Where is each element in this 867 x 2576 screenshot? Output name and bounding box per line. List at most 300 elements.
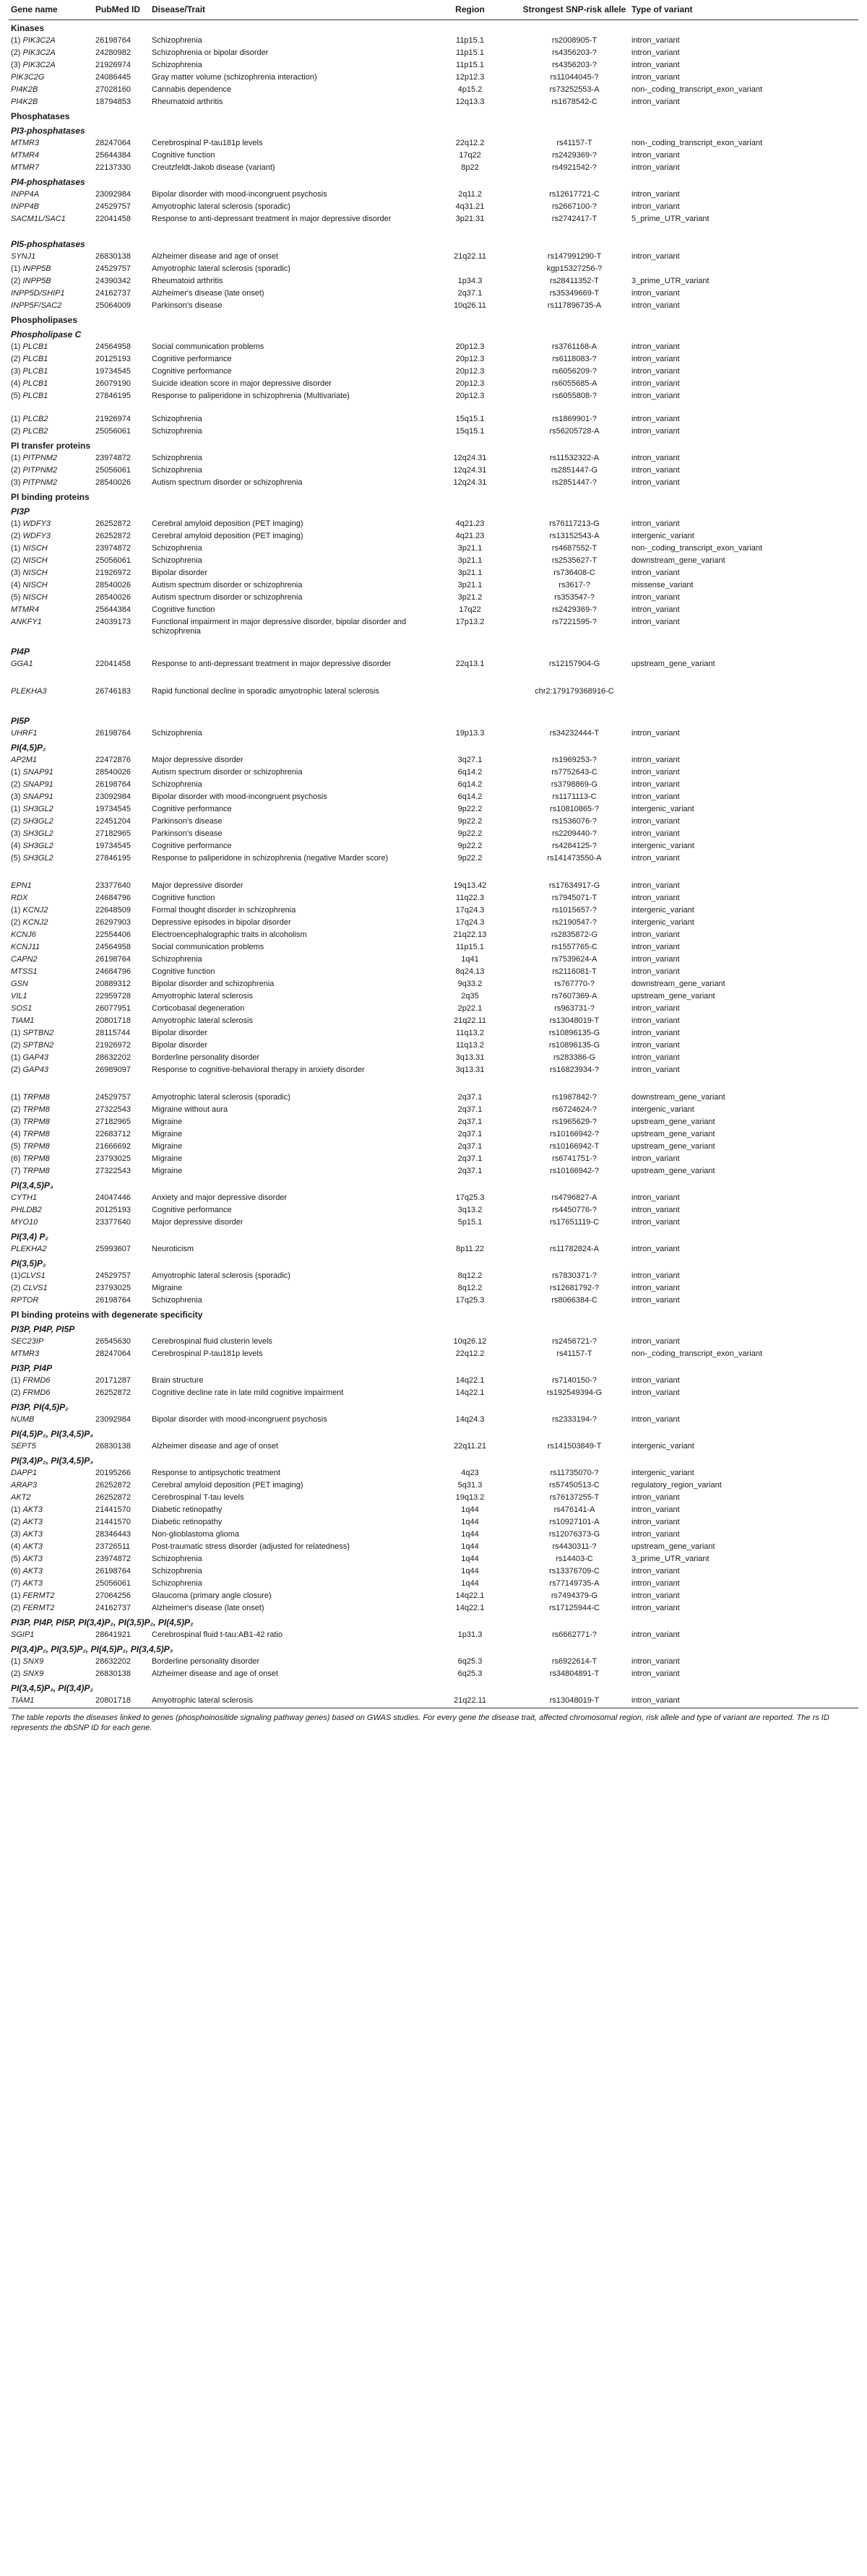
snp-allele-cell: rs2742417-T <box>551 214 598 223</box>
snp-allele-cell: rs3798869-G <box>551 779 598 789</box>
snp-allele-cell: rs4921542-? <box>552 163 597 172</box>
pubmed-id-cell: 26077951 <box>95 1003 131 1013</box>
disease-trait-cell: Rheumatoid arthritis <box>152 276 223 285</box>
table-row <box>9 1003 858 1015</box>
pubmed-id-cell: 28641921 <box>95 1630 131 1639</box>
disease-trait-cell: Schizophrenia <box>152 556 202 565</box>
variant-type-cell: intron_variant <box>631 72 680 82</box>
variant-type-cell: intron_variant <box>631 1003 680 1013</box>
snp-allele-cell: rs6662771-? <box>552 1630 597 1639</box>
table-row <box>9 1015 858 1027</box>
table-row <box>9 917 858 929</box>
pubmed-id-cell: 21666692 <box>95 1141 131 1151</box>
subsection-heading-row <box>9 644 858 658</box>
snp-allele-cell: rs3761168-A <box>551 342 598 351</box>
region-cell: 1q44 <box>461 1517 479 1526</box>
table-row <box>9 779 858 791</box>
gene-name-cell: INPP4A <box>11 189 40 199</box>
table-row <box>9 880 858 892</box>
variant-type-cell: intergenic_variant <box>631 841 694 850</box>
pubmed-id-cell: 20889312 <box>95 979 131 988</box>
variant-type-cell: intron_variant <box>631 48 680 57</box>
region-cell: 12p12.3 <box>455 72 485 82</box>
snp-allele-cell: rs17125944-C <box>549 1603 600 1612</box>
pubmed-id-cell: 28115744 <box>95 1028 131 1037</box>
variant-type-cell: intron_variant <box>631 366 680 376</box>
disease-trait-cell: Gray matter volume (schizophrenia interaction) <box>152 72 317 82</box>
pubmed-id-cell: 23092984 <box>95 1414 131 1424</box>
pubmed-id-cell: 20125193 <box>95 354 131 363</box>
disease-trait-cell: Alzheimer's disease (late onset) <box>152 1603 264 1612</box>
gene-name-cell: MTMR4 <box>11 605 40 614</box>
disease-trait-cell: Autism spectrum disorder or schizophrenia <box>152 592 303 602</box>
variant-type-cell: downstream_gene_variant <box>631 1092 725 1102</box>
region-cell: 11q13.2 <box>456 1028 484 1037</box>
region-cell: 3p21.1 <box>457 543 483 553</box>
region-cell: 10q26.11 <box>453 301 487 310</box>
snp-allele-cell: kgp15327256-? <box>546 264 603 273</box>
region-cell: 6q14.2 <box>457 779 483 789</box>
disease-trait-cell: Cognitive performance <box>152 354 232 363</box>
pubmed-id-cell: 27182965 <box>95 1117 131 1126</box>
region-cell: 3p21.1 <box>457 556 483 565</box>
pubmed-id-cell: 27064256 <box>95 1591 131 1600</box>
region-cell: 19q13.2 <box>455 1492 485 1502</box>
subsection-heading: PI4-phosphatases <box>11 176 85 187</box>
gene-name-cell: SYNJ1 <box>11 251 36 261</box>
region-cell: 17q22 <box>459 150 481 160</box>
table-row <box>9 1192 858 1204</box>
pubmed-id-cell: 22554406 <box>95 930 131 939</box>
disease-trait-cell: Post-traumatic stress disorder (adjusted for relatedness) <box>152 1542 350 1551</box>
section-heading-row <box>9 489 858 503</box>
pubmed-id-cell: 25056061 <box>95 465 131 475</box>
header-pubmed-id: PubMed ID <box>93 0 150 20</box>
pubmed-id-cell: 25056061 <box>95 1578 131 1588</box>
snp-allele-cell: rs7830371-? <box>552 1271 597 1280</box>
gene-name-cell: (3) SH3GL2 <box>11 829 53 838</box>
variant-type-cell: intron_variant <box>631 1492 680 1502</box>
pubmed-id-cell: 22137330 <box>95 163 131 172</box>
variant-type-cell: intergenic_variant <box>631 1105 694 1114</box>
variant-type-cell: intron_variant <box>631 97 680 106</box>
gene-name-cell: (3) SNAP91 <box>11 792 53 801</box>
variant-type-cell: intergenic_variant <box>631 1468 694 1477</box>
disease-trait-cell: Major depressive disorder <box>152 881 243 890</box>
region-cell: 14q22.1 <box>455 1388 485 1397</box>
gene-name-cell: (3) PLCB1 <box>11 366 48 376</box>
disease-trait-cell: Schizophrenia <box>152 1566 202 1576</box>
snp-allele-cell: rs476141-A <box>553 1505 595 1514</box>
table-row <box>9 727 858 740</box>
variant-type-cell: intron_variant <box>631 1244 680 1253</box>
disease-trait-cell: Amyotrophic lateral sclerosis (sporadic) <box>152 264 290 273</box>
snp-allele-cell: rs8066384-C <box>551 1295 598 1305</box>
variant-type-cell: intron_variant <box>631 1630 680 1639</box>
gene-name-cell: (2) TRPM8 <box>11 1105 50 1114</box>
table-row <box>9 1052 858 1064</box>
variant-type-cell: missense_variant <box>631 580 694 589</box>
snp-allele-cell: rs7221595-? <box>552 617 597 626</box>
disease-trait-cell: Schizophrenia <box>152 60 202 69</box>
gene-name-cell: EPN1 <box>11 881 32 890</box>
disease-trait-cell: Cerebrospinal P-tau181p levels <box>152 1349 263 1358</box>
region-cell: 6q14.2 <box>457 792 483 801</box>
variant-type-cell: non-_coding_transcript_exon_variant <box>631 138 763 147</box>
region-cell: 2q37.1 <box>457 1105 483 1114</box>
gene-name-cell: (7) AKT3 <box>11 1578 43 1588</box>
table-row <box>9 555 858 567</box>
table-row <box>9 990 858 1003</box>
snp-allele-cell: rs1171113-C <box>552 792 597 801</box>
snp-allele-cell: rs117896735-A <box>547 301 602 310</box>
gene-name-cell: PHLDB2 <box>11 1205 42 1214</box>
table-row <box>9 413 858 425</box>
disease-trait-cell: Migraine <box>152 1117 183 1126</box>
region-cell: 3p21.2 <box>457 592 483 602</box>
variant-type-cell: intron_variant <box>631 1578 680 1588</box>
disease-trait-cell: Migraine <box>152 1129 183 1138</box>
table-row <box>9 1668 858 1680</box>
pubmed-id-cell: 19734545 <box>95 804 131 813</box>
disease-trait-cell: Amyotrophic lateral sclerosis <box>152 991 253 1000</box>
variant-type-cell: intron_variant <box>631 391 680 400</box>
variant-type-cell: intron_variant <box>631 1414 680 1424</box>
gene-name-cell: (3) PIK3C2A <box>11 60 56 69</box>
snp-allele-cell: rs10896135-G <box>548 1028 600 1037</box>
pubmed-id-cell: 24684796 <box>95 893 131 902</box>
snp-allele-cell: rs2333194-? <box>552 1414 597 1424</box>
variant-type-cell: intron_variant <box>631 568 680 577</box>
variant-type-cell: upstream_gene_variant <box>631 1129 715 1138</box>
section-heading: PI binding proteins <box>11 491 90 502</box>
region-cell: 12q13.3 <box>455 97 485 106</box>
snp-allele-cell: rs41157-T <box>556 138 592 147</box>
variant-type-cell: intron_variant <box>631 1065 680 1074</box>
pubmed-id-cell: 21926972 <box>95 1040 131 1050</box>
pubmed-id-cell: 28247064 <box>95 138 131 147</box>
disease-trait-cell: Migraine <box>152 1166 183 1175</box>
region-cell: 17q25.3 <box>455 1295 485 1305</box>
region-cell: 9p22.2 <box>457 841 483 850</box>
pubmed-id-cell: 23974872 <box>95 1554 131 1563</box>
region-cell: 3q13.31 <box>455 1053 485 1062</box>
gene-name-cell: ANKFY1 <box>11 617 42 626</box>
section-heading-row <box>9 20 858 35</box>
table-row <box>9 954 858 966</box>
snp-allele-cell: rs12617721-C <box>549 189 600 199</box>
disease-trait-cell: Schizophrenia <box>152 954 202 964</box>
snp-allele-cell: rs41157-T <box>556 1349 592 1358</box>
table-row <box>9 1165 858 1177</box>
variant-type-cell: intron_variant <box>631 189 680 199</box>
table-row <box>9 300 858 312</box>
disease-trait-cell: Cerebrospinal P-tau181p levels <box>152 138 263 147</box>
section-heading: PI binding proteins with degenerate specificity <box>11 1309 203 1320</box>
gene-name-cell: (1) INPP5B <box>11 264 51 273</box>
variant-type-cell: intron_variant <box>631 954 680 964</box>
snp-allele-cell: rs4796827-A <box>551 1193 598 1202</box>
table-row <box>9 1204 858 1216</box>
snp-allele-cell: rs10896135-G <box>548 1040 600 1050</box>
pubmed-id-cell: 21926974 <box>95 60 131 69</box>
variant-type-cell: intron_variant <box>631 1053 680 1062</box>
disease-trait-cell: Rapid functional decline in sporadic amyotrophic lateral sclerosis <box>152 686 379 696</box>
variant-type-cell: intron_variant <box>631 930 680 939</box>
table-row <box>9 579 858 592</box>
snp-allele-cell: rs10927101-A <box>549 1517 600 1526</box>
table-row <box>9 189 858 201</box>
table-row <box>9 1128 858 1141</box>
pubmed-id-cell: 24529757 <box>95 1092 131 1102</box>
region-cell: 5q31.3 <box>457 1480 483 1490</box>
pubmed-id-cell: 22451204 <box>95 816 131 826</box>
snp-allele-cell: rs13048019-T <box>519 1695 629 1708</box>
snp-allele-cell: rs11532322-A <box>549 453 600 462</box>
pubmed-id-cell: 23092984 <box>95 792 131 801</box>
snp-allele-cell: rs1678542-C <box>551 97 598 106</box>
disease-trait-cell: Response to paliperidone in schizophrenia (negative Marder score) <box>152 853 389 863</box>
region-cell: 2q37.1 <box>457 1092 483 1102</box>
snp-allele-cell: rs4356203-? <box>552 60 597 69</box>
snp-allele-cell: rs147991290-T <box>547 251 602 261</box>
region-cell: 8p11.22 <box>456 1244 484 1253</box>
region-cell: 9p22.2 <box>457 853 483 863</box>
disease-trait-cell: Amyotrophic lateral sclerosis (sporadic) <box>152 1271 290 1280</box>
snp-allele-cell: rs77149735-A <box>549 1578 600 1588</box>
variant-type-cell: intergenic_variant <box>631 1441 694 1451</box>
pubmed-id-cell: 22472876 <box>95 755 131 764</box>
snp-allele-cell: rs17634917-G <box>548 881 600 890</box>
table-row <box>9 96 858 108</box>
region-cell: 1q44 <box>461 1542 479 1551</box>
pubmed-id-cell: 21926974 <box>95 414 131 423</box>
table-row <box>9 137 858 150</box>
subsection-heading: PI3P, PI4P <box>11 1362 53 1373</box>
snp-allele-cell: rs6118083-? <box>552 354 597 363</box>
disease-trait-cell: Schizophrenia <box>152 465 202 475</box>
region-cell: 2q37.1 <box>457 1117 483 1126</box>
variant-type-cell: regulatory_region_variant <box>631 1480 722 1490</box>
snp-allele-cell: rs4430311-? <box>552 1542 597 1551</box>
subsection-heading-row <box>9 1321 858 1336</box>
pubmed-id-cell: 28540026 <box>95 592 131 602</box>
pubmed-id-cell: 26198764 <box>95 779 131 789</box>
snp-allele-cell: rs14403-C <box>556 1554 593 1563</box>
variant-type-cell: intron_variant <box>631 792 680 801</box>
region-cell: 21q22.11 <box>453 1016 487 1025</box>
disease-trait-cell: Creutzfeldt-Jakob disease (variant) <box>152 163 275 172</box>
table-row <box>9 686 858 709</box>
gene-name-cell: (2) KCNJ2 <box>11 917 48 927</box>
snp-allele-cell: rs353547-? <box>554 592 595 602</box>
gene-name-cell: AKT2 <box>11 1492 31 1502</box>
gene-name-cell: (1) FERMT2 <box>11 1591 55 1600</box>
disease-trait-cell: Response to anti-depressant treatment in major depressive disorder <box>152 659 392 668</box>
pubmed-id-cell: 26198764 <box>95 728 131 738</box>
table-row <box>9 47 858 59</box>
pubmed-id-cell: 22041458 <box>95 214 131 223</box>
gene-name-cell: MYO10 <box>11 1217 38 1227</box>
variant-type-cell: intron_variant <box>631 60 680 69</box>
disease-trait-cell: Alzheimer disease and age of onset <box>152 1441 278 1451</box>
subsection-heading: PI5-phosphatases <box>11 238 85 249</box>
section-heading-row <box>9 438 858 452</box>
table-row <box>9 35 858 47</box>
section-heading: Phosphatases <box>11 111 70 121</box>
pubmed-id-cell: 23974872 <box>95 543 131 553</box>
table-row <box>9 530 858 543</box>
region-cell: 20p12.3 <box>455 366 485 376</box>
snp-allele-cell: rs2429369-? <box>552 150 597 160</box>
table-row <box>9 1216 858 1229</box>
gene-name-cell: MTSS1 <box>11 967 38 976</box>
table-row <box>9 1092 858 1104</box>
pubmed-id-cell: 24684796 <box>95 967 131 976</box>
pubmed-id-cell: 24039173 <box>95 617 131 626</box>
disease-trait-cell: Cognitive performance <box>152 1205 232 1214</box>
variant-type-cell: intron_variant <box>631 342 680 351</box>
pubmed-id-cell: 27846195 <box>95 853 131 863</box>
snp-allele-cell: rs141503849-T <box>547 1441 602 1451</box>
snp-allele-cell: rs1557765-C <box>551 942 598 951</box>
pubmed-id-cell: 21441570 <box>95 1505 131 1514</box>
pubmed-id-cell: 19734545 <box>95 366 131 376</box>
gene-name-cell: KCNJ11 <box>11 942 40 951</box>
table-row <box>9 1695 858 1708</box>
subsection-heading: PI3P, PI4P, PI5P, PI(3,4)P₂, PI(3,5)P₂, PI(4,5)P₂ <box>11 1617 194 1628</box>
snp-allele-cell: rs6055685-A <box>551 379 598 388</box>
snp-allele-cell: rs12076373-G <box>548 1529 600 1539</box>
gene-name-cell: MTMR7 <box>11 163 40 172</box>
pubmed-id-cell: 22683712 <box>95 1129 131 1138</box>
variant-type-cell: upstream_gene_variant <box>631 1117 715 1126</box>
snp-allele-cell: rs2008905-T <box>551 35 598 45</box>
table-row <box>9 425 858 438</box>
disease-trait-cell: Diabetic retinopathy <box>152 1505 223 1514</box>
pubmed-id-cell: 24564958 <box>95 942 131 951</box>
snp-allele-cell: rs1869901-? <box>552 414 597 423</box>
snp-allele-cell: rs1536076-? <box>552 816 597 826</box>
snp-allele-cell: rs7140150-? <box>552 1375 597 1385</box>
variant-type-cell: intergenic_variant <box>631 905 694 915</box>
pubmed-id-cell: 22041458 <box>95 659 131 668</box>
table-row <box>9 816 858 828</box>
gene-name-cell: SEPT5 <box>11 1441 36 1451</box>
disease-trait-cell: Schizophrenia <box>152 414 202 423</box>
disease-trait-cell: Cognitive function <box>152 893 215 902</box>
subsection-heading-row <box>9 174 858 189</box>
pubmed-id-cell: 26252872 <box>95 1492 131 1502</box>
table-row <box>9 1104 858 1116</box>
snp-allele-cell: rs28411352-T <box>550 276 599 285</box>
gene-name-cell: MTMR4 <box>11 150 40 160</box>
gene-name-cell: SACM1L/SAC1 <box>11 214 66 223</box>
snp-allele-cell: rs11044045-? <box>550 72 599 82</box>
region-cell: 11p15.1 <box>456 942 484 951</box>
variant-type-cell: intergenic_variant <box>631 917 694 927</box>
disease-trait-cell: Bipolar disorder <box>152 568 208 577</box>
table-row <box>9 791 858 803</box>
disease-trait-cell: Electroencephalographic traits in alcoholism <box>152 930 307 939</box>
disease-trait-cell: Schizophrenia <box>152 453 202 462</box>
pubmed-id-cell: 26830138 <box>95 251 131 261</box>
disease-trait-cell: Schizophrenia or bipolar disorder <box>152 48 269 57</box>
disease-trait-cell: Parkinson's disease <box>152 816 223 826</box>
pubmed-id-cell: 26989097 <box>95 1065 131 1074</box>
gene-name-cell: VIL1 <box>11 991 27 1000</box>
table-body <box>9 20 858 1708</box>
snp-allele-cell: rs2190547-? <box>552 917 597 927</box>
region-cell: 1q44 <box>461 1554 479 1563</box>
gene-name-cell: (2) NISCH <box>11 556 48 565</box>
pubmed-id-cell: 26252872 <box>95 1388 131 1397</box>
region-cell: 15q15.1 <box>455 414 485 423</box>
variant-type-cell: intron_variant <box>631 1028 680 1037</box>
gene-name-cell: INPP5F/SAC2 <box>11 301 62 310</box>
pubmed-id-cell: 20801718 <box>93 1695 150 1708</box>
table-row <box>9 1504 858 1516</box>
section-heading-row <box>9 1307 858 1321</box>
pubmed-id-cell: 28346443 <box>95 1529 131 1539</box>
region-cell: 8q12.2 <box>457 1271 483 1280</box>
table-row <box>9 1282 858 1295</box>
gene-name-cell: GGA1 <box>11 659 33 668</box>
gene-name-cell: (1) SNX9 <box>11 1656 44 1666</box>
subsection-heading-row <box>9 1426 858 1440</box>
pubmed-id-cell: 24390342 <box>95 276 131 285</box>
disease-trait-cell: Cannabis dependence <box>152 85 232 94</box>
region-cell: 3q27.1 <box>457 755 483 764</box>
region-cell: 21q22.11 <box>420 1695 519 1708</box>
snp-allele-cell: rs1015657-? <box>552 905 597 915</box>
table-row <box>9 941 858 954</box>
region-cell: 1q44 <box>461 1566 479 1576</box>
gene-name-cell: (3) NISCH <box>11 568 48 577</box>
region-cell: 2p22.1 <box>457 1003 483 1013</box>
table-row <box>9 567 858 579</box>
disease-trait-cell: Schizophrenia <box>152 728 202 738</box>
variant-type-cell: intron_variant <box>631 1205 680 1214</box>
variant-type-cell: intron_variant <box>631 150 680 160</box>
disease-trait-cell: Suicide ideation score in major depressive disorder <box>152 379 332 388</box>
subsection-heading: PI(4,5)P₂ <box>11 742 46 753</box>
disease-trait-cell: Schizophrenia <box>152 426 202 436</box>
disease-trait-cell: Cerebral amyloid deposition (PET imaging) <box>152 531 303 540</box>
region-cell: 17q24.3 <box>455 917 485 927</box>
variant-type-cell: intron_variant <box>631 1193 680 1202</box>
table-row <box>9 1565 858 1578</box>
snp-allele-cell: rs2851447-? <box>552 477 597 487</box>
pubmed-id-cell: 18794853 <box>95 97 131 106</box>
gene-name-cell: INPP4B <box>11 202 40 211</box>
table-row <box>9 1578 858 1590</box>
subsection-heading: PI(3,4) P₂ <box>11 1231 48 1242</box>
gene-name-cell: (4) PLCB1 <box>11 379 48 388</box>
gene-name-cell: MTMR3 <box>11 138 40 147</box>
table-row <box>9 1492 858 1504</box>
table-row <box>9 1590 858 1602</box>
variant-type-cell <box>629 686 858 709</box>
region-cell <box>420 263 519 275</box>
table-row <box>9 840 858 852</box>
disease-trait-cell: Migraine <box>152 1141 183 1151</box>
snp-allele-cell: rs13152543-A <box>549 531 600 540</box>
snp-allele-cell: rs34804891-T <box>549 1669 600 1678</box>
region-cell: 12q24.31 <box>453 465 487 475</box>
region-cell: 22q11.21 <box>453 1441 487 1451</box>
table-row <box>9 288 858 300</box>
